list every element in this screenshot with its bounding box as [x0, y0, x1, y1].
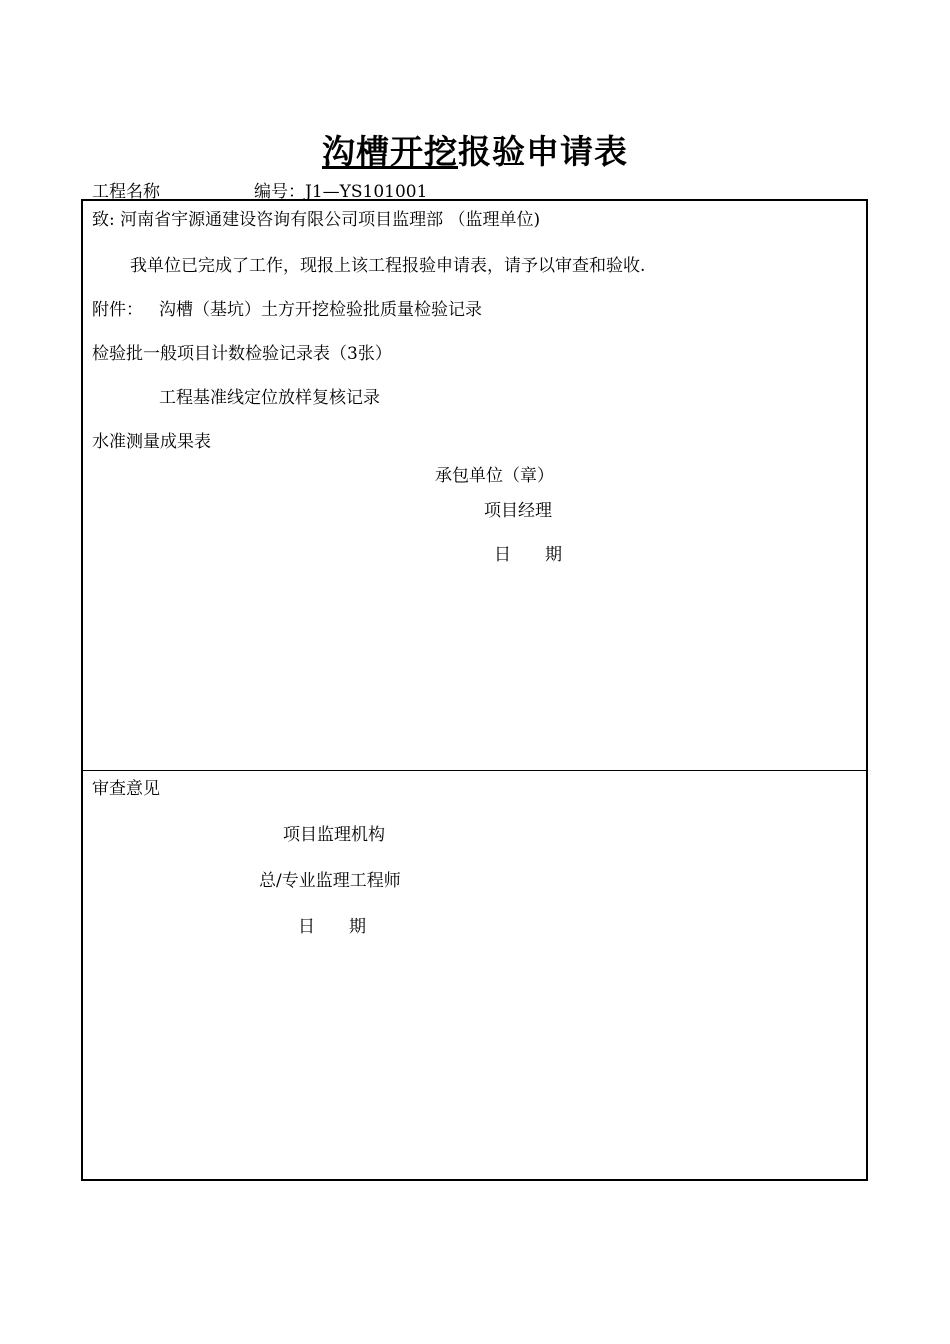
addressee-line: 致: 河南省宇源通建设咨询有限公司项目监理部 （监理单位) — [92, 210, 541, 230]
review-date-label: 日 期 — [298, 917, 366, 937]
attachment-item-2: 检验批一般项目计数检验记录表（3张） — [92, 344, 392, 364]
form-number: 编号：J1—YS101001 — [254, 182, 428, 202]
application-date-label: 日 期 — [494, 545, 562, 565]
attachment-item-4: 水准测量成果表 — [92, 432, 211, 452]
form-title — [0, 126, 950, 173]
review-opinion-label: 审查意见 — [92, 779, 160, 799]
attachments-label: 附件： — [92, 300, 143, 320]
project-manager-label: 项目经理 — [484, 501, 552, 521]
form-title-rest: 报验申请表 — [458, 132, 628, 171]
form-table — [81, 199, 868, 1181]
project-name-label: 工程名称 — [92, 182, 160, 202]
attachment-item-3: 工程基准线定位放样复核记录 — [159, 388, 380, 408]
section-divider — [83, 770, 866, 771]
form-title-underlined: 沟槽开挖 — [322, 132, 458, 171]
statement-line: 我单位已完成了工作，现报上该工程报验申请表，请予以审查和验收. — [130, 256, 646, 276]
supervision-org-label: 项目监理机构 — [283, 825, 385, 845]
attachment-item-1: 沟槽（基坑）土方开挖检验批质量检验记录 — [159, 300, 482, 320]
contractor-seal-label: 承包单位（章） — [435, 466, 554, 486]
supervising-engineer-label: 总/专业监理工程师 — [259, 871, 401, 891]
